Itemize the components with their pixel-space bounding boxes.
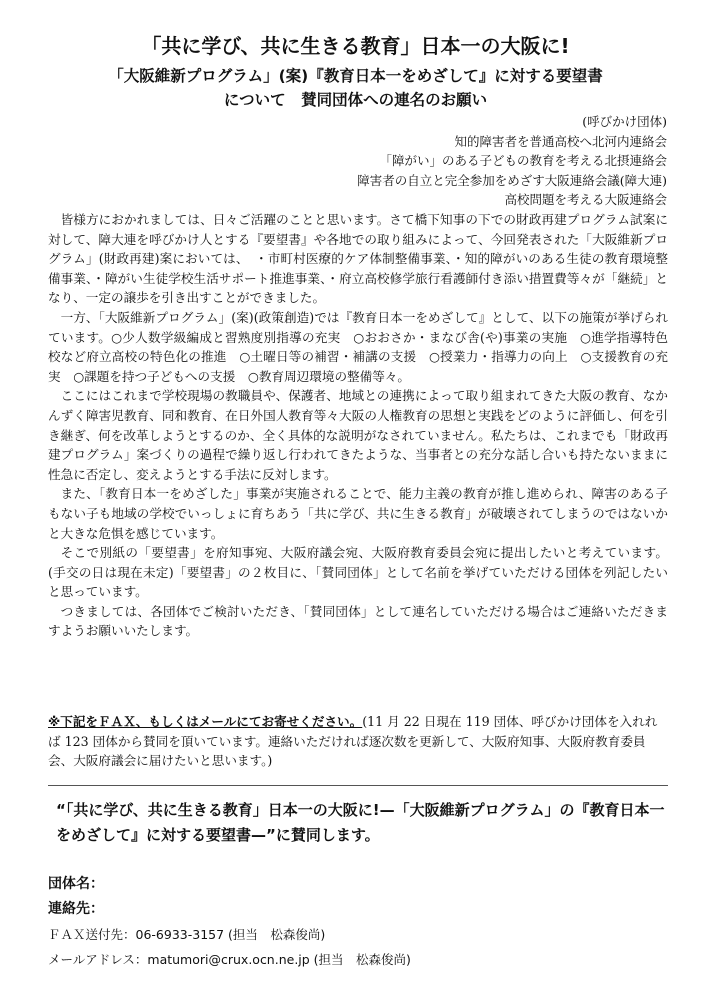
letter-body — [48, 210, 668, 641]
organizer-list — [357, 112, 667, 210]
reply-form — [48, 872, 668, 972]
fax-value: 06-6933-3157 (担当 松森俊尚) — [135, 927, 326, 942]
submission-notice — [48, 712, 668, 771]
divider-line — [48, 785, 668, 786]
fax-row — [48, 922, 668, 947]
document-title: 「共に学び、共に生きる教育」日本一の大阪に! — [141, 34, 570, 58]
organizer-item: 障害者の自立と完全参加をめざす大阪連絡会議(障大連) — [357, 172, 667, 188]
email-row — [48, 947, 668, 972]
contact-label: 連絡先： — [48, 901, 104, 917]
email-value: matumori@crux.ocn.ne.jp (担当 松森俊尚) — [147, 952, 411, 967]
contact-row — [48, 897, 668, 922]
organizer-item: 「障がい」のある子どもの教育を考える北摂連絡会 — [379, 153, 667, 168]
body-paragraph: つきましては、各団体でご検討いただき、「賛同団体」として連名していただける場合はご連絡いただきますようお願いいたします。 — [48, 603, 668, 639]
org-name-label: 団体名： — [48, 876, 104, 892]
document-subtitle-line2: について 賛同団体への連名のお願い — [223, 91, 488, 109]
document-subtitle: 「大阪維新プログラム」(案)『教育日本一をめざして』に対する要望書 — [108, 67, 603, 85]
organizer-label: (呼びかけ団体) — [582, 114, 667, 129]
body-paragraph: ここにはこれまで学校現場の教職員や、保護者、地域との連携によって取り組まれてきた大阪の教育、なかんずく障害児教育、同和教育、在日外国人教育等々大阪の人権教育の思想と実践をどのように評価し、何を引き継ぎ、何を改革しようとするのか、全く具体的な説明がなされていません。私たちは、これまでも「財政再建プログラム」案づくりの過程で繰り返し行われてきたような、当事者との充分な話し合いも持たないままに性急に否定し、変えようとする手法に反対します。 — [48, 388, 668, 482]
body-paragraph: 一方、「大阪維新プログラム」(案)(政策創造)では『教育日本一をめざして』として、以下の施策が挙げられています。○少人数学級編成と習熟度別指導の充実 ○おおさか・まなび舎(や)事業の実施 ○進学指導特色校など府立高校の特色化の推進 ○土曜日等の補習・補講の支援 ○授業力・指導力の向上 ○支援教育の充実 ○課題を持つ子どもへの支援 ○教育周辺環境の整備等々。 — [48, 309, 668, 384]
body-paragraph: 皆様方におかれましては、日々ご活躍のことと思います。さて橋下知事の下での財政再建プログラム試案に対して、障大連を呼びかけ人とする『要望書』や各地での取り組みによって、今回発表された「大阪維新プログラム」(財政再建)案においては、 ・市町村医療的ケア体制整備事業、・知的障がいのある生徒の教育環境整備事業、・障がい生徒学校生活サポート推進事業、・府立高校修学旅行看護師付き添い措置費等々が「継続」となり、一定の譲歩を引き出すことができました。 — [48, 212, 668, 306]
fax-label: ＦＡＸ送付先： — [48, 927, 136, 942]
organizer-item: 知的障害者を普通高校へ北河内連絡会 — [454, 133, 667, 149]
notice-text: (11 月 22 日現在 119 団体、呼びかけ団体を入れれば 123 団体から賛同を頂いています。連絡いただければ逐次数を更新して、大阪府知事、大阪府教育委員会、大阪府議会に届けたいと思います。) — [48, 714, 658, 769]
notice-emphasis: ※下記をＦＡＸ、もしくはメールにてお寄せください。 — [48, 714, 363, 729]
endorsement-statement: “「共に学び、共に生きる教育」日本一の大阪に!—「大阪維新プログラム」の『教育日本一をめざして』に対する要望書—”に賛同します。 — [56, 801, 665, 844]
email-label: メールアドレス： — [48, 952, 148, 967]
org-name-row — [48, 872, 668, 897]
body-paragraph: そこで別紙の「要望書」を府知事宛、大阪府議会宛、大阪府教育委員会宛に提出したいと考えています。(手交の日は現在未定)「要望書」の２枚目に、「賛同団体」として名前を挙げていただける団体を列記したいと思っています。 — [48, 545, 668, 600]
organizer-item: 高校問題を考える大阪連絡会 — [504, 192, 667, 207]
body-paragraph: また、「教育日本一をめざした」事業が実施されることで、能力主義の教育が推し進められ、障害のある子もない子も地域の学校でいっしょに育ちあう「共に学び、共に生きる教育」が破壊されてしまうのではないかと大きな危惧を感じています。 — [48, 486, 668, 541]
